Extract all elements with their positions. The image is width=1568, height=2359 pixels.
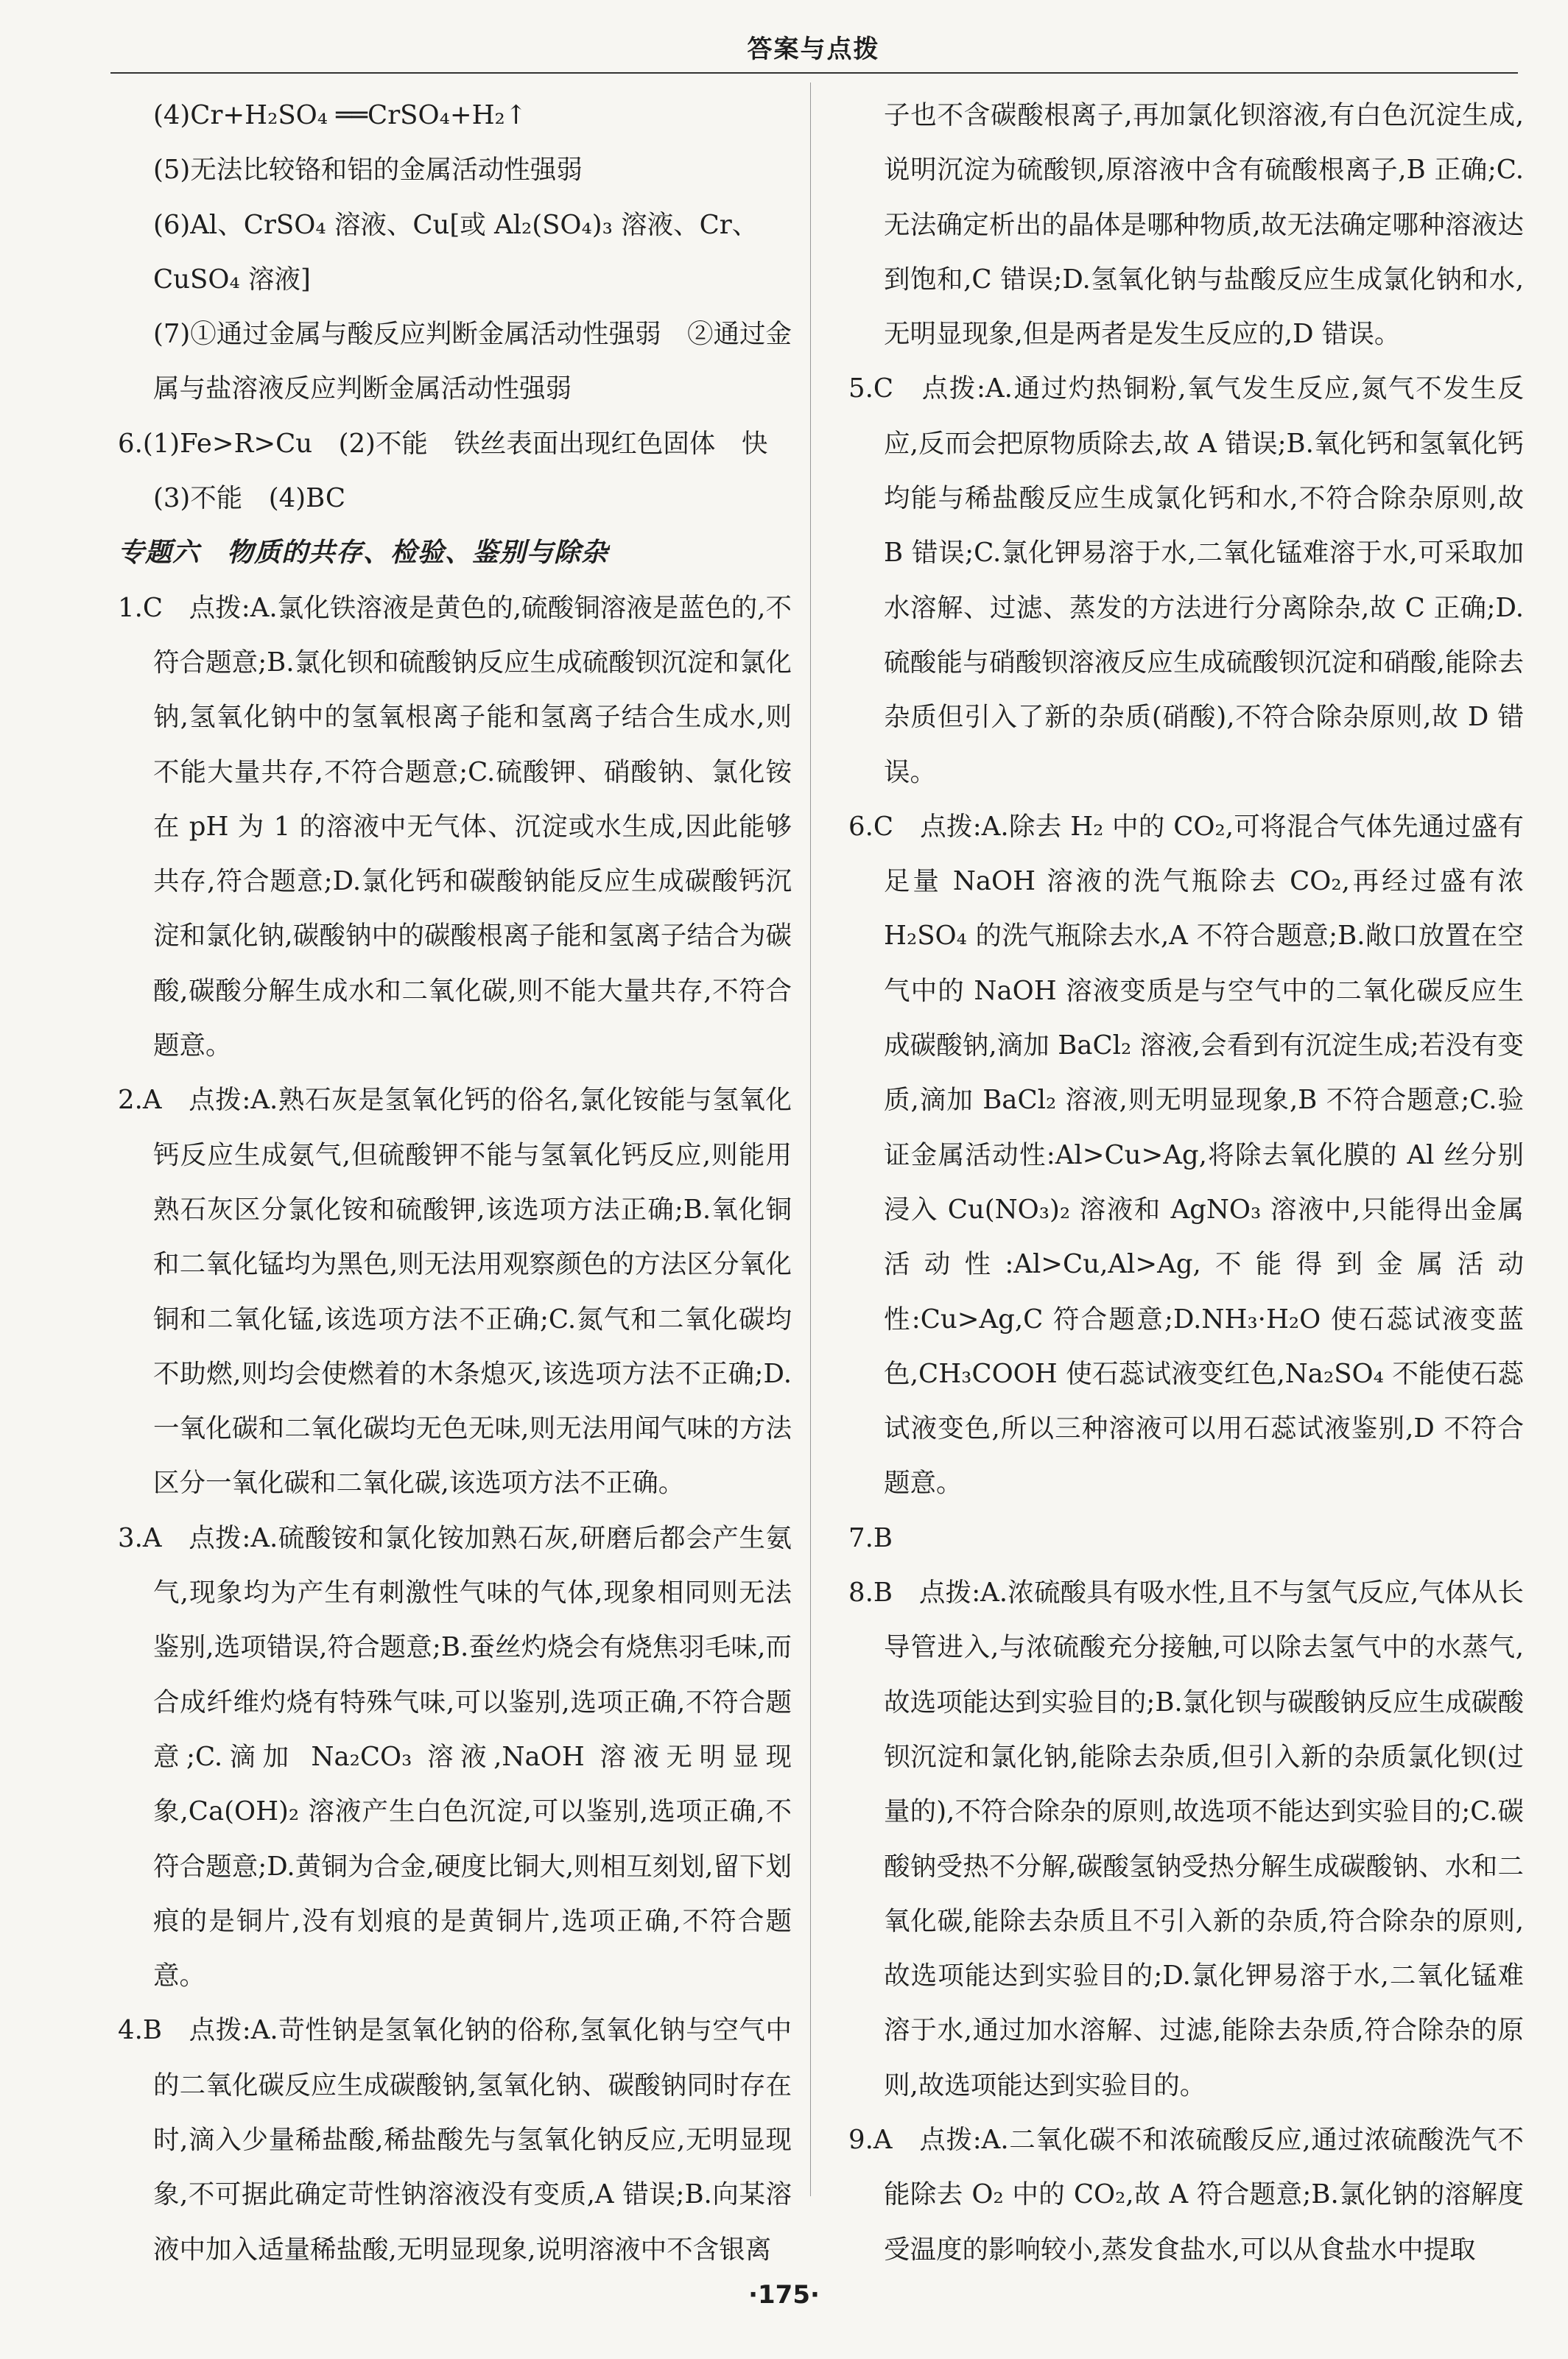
answer-q6-line1: 6.(1)Fe>R>Cu (2)不能 铁丝表面出现红色固体 快 <box>118 428 768 459</box>
answer-line-5: (5)无法比较铬和铝的金属活动性强弱 <box>153 155 583 186</box>
page-header-title: 答案与点拨 <box>747 35 880 64</box>
answer-line-6: (6)Al、CrSO₄ 溶液、Cu[或 Al₂(SO₄)₃ 溶液、Cr、CuSO₄ 溶液] <box>153 209 759 295</box>
section-title: 专题六 物质的共存、检验、鉴别与除杂 <box>118 538 609 569</box>
answer-item-8: 8.B 点拨:A.浓硫酸具有吸水性,且不与氢气反应,气体从长导管进入,与浓硫酸充分接触,可以除去氢气中的水蒸气,故选项能达到实验目的;B.氯化钡与碳酸钠反应生成碳酸钡沉淀和氯化钠,能除去杂质,但引入新的杂质氯化钡(过量的),不符合除杂的原则,故选项不能达到实验目的;C.碳酸钠受热不分解,碳酸氢钠受热分解生成碳酸钠、水和二氧化碳,能除去杂质且不引入新的杂质,符合除杂的原则,故选项能达到实验目的;D.氯化钾易溶于水,二氧化锰难溶于水,通过加水溶解、过滤,能除去杂质,符合除杂的原则,故选项能达到实验目的。 <box>848 1578 1524 2100</box>
header-rule <box>110 72 1518 74</box>
answer-line-4: (4)Cr+H₂SO₄ ══CrSO₄+H₂↑ <box>153 100 527 130</box>
answer-q6-line2: (3)不能 (4)BC <box>153 483 345 514</box>
left-column <box>118 88 792 2277</box>
column-divider <box>810 82 811 2196</box>
answer-item-4-continued: 子也不含碳酸根离子,再加氯化钡溶液,有白色沉淀生成,说明沉淀为硫酸钡,原溶液中含有硫酸根离子,B 正确;C.无法确定析出的晶体是哪种物质,故无法确定哪种溶液达到饱和,C 错误;D.氢氧化钠与盐酸反应生成氯化钠和水,无明显现象,但是两者是发生反应的,D 错误。 <box>884 100 1524 350</box>
answer-item-5: 5.C 点拨:A.通过灼热铜粉,氧气发生反应,氮气不发生反应,反而会把原物质除去,故 A 错误;B.氧化钙和氢氧化钙均能与稀盐酸反应生成氯化钙和水,不符合除杂原则,故 B 错误;C.氯化钾易溶于水,二氧化锰难溶于水,可采取加水溶解、过滤、蒸发的方法进行分离除杂,故 C 正确;D.硫酸能与硝酸钡溶液反应生成硫酸钡沉淀和硝酸,能除去杂质但引入了新的杂质(硝酸),不符合除杂原则,故 D 错误。 <box>848 373 1524 787</box>
answer-item-9: 9.A 点拨:A.二氧化碳不和浓硫酸反应,通过浓硫酸洗气不能除去 O₂ 中的 CO₂,故 A 符合题意;B.氯化钠的溶解度受温度的影响较小,蒸发食盐水,可以从食盐水中提取 <box>848 2124 1524 2265</box>
answer-item-7: 7.B <box>848 1522 893 1553</box>
answer-item-6: 6.C 点拨:A.除去 H₂ 中的 CO₂,可将混合气体先通过盛有足量 NaOH 溶液的洗气瓶除去 CO₂,再经过盛有浓 H₂SO₄ 的洗气瓶除去水,A 不符合题意;B.敞口放置在空气中的 NaOH 溶液变质是与空气中的二氧化碳反应生成碳酸钠,滴加 BaCl₂ 溶液,会看到有沉淀生成;若没有变质,滴加 BaCl₂ 溶液,则无明显现象,B 不符合题意;C.验证金属活动性:Al>Cu>Ag,将除去氧化膜的 Al 丝分别浸入 Cu(NO₃)₂ 溶液和 AgNO₃ 溶液中,只能得出金属活动性:Al>Cu,Al>Ag,不能得到金属活动性:Cu>Ag,C 符合题意;D.NH₃·H₂O 使石蕊试液变蓝色,CH₃COOH 使石蕊试液变红色,Na₂SO₄ 不能使石蕊试液变色,所以三种溶液可以用石蕊试液鉴别,D 不符合题意。 <box>848 811 1524 1499</box>
answer-item-3: 3.A 点拨:A.硫酸铵和氯化铵加熟石灰,研磨后都会产生氨气,现象均为产生有刺激性气味的气体,现象相同则无法鉴别,选项错误,符合题意;B.蚕丝灼烧会有烧焦羽毛味,而合成纤维灼烧有特殊气味,可以鉴别,选项正确,不符合题意;C.滴加 Na₂CO₃ 溶液,NaOH 溶液无明显现象,Ca(OH)₂ 溶液产生白色沉淀,可以鉴别,选项正确,不符合题意;D.黄铜为合金,硬度比铜大,则相互刻划,留下划痕的是铜片,没有划痕的是黄铜片,选项正确,不符合题意。 <box>118 1522 792 1991</box>
answer-item-2: 2.A 点拨:A.熟石灰是氢氧化钙的俗名,氯化铵能与氢氧化钙反应生成氨气,但硫酸钾不能与氢氧化钙反应,则能用熟石灰区分氯化铵和硫酸钾,该选项方法正确;B.氧化铜和二氧化锰均为黑色,则无法用观察颜色的方法区分氧化铜和二氧化锰,该选项方法不正确;C.氮气和二氧化碳均不助燃,则均会使燃着的木条熄灭,该选项方法不正确;D.一氧化碳和二氧化碳均无色无味,则无法用闻气味的方法区分一氧化碳和二氧化碳,该选项方法不正确。 <box>118 1085 792 1499</box>
answer-line-7: (7)①通过金属与酸反应判断金属活动性强弱 ②通过金属与盐溶液反应判断金属活动性强弱 <box>153 319 792 404</box>
page-number: ·175· <box>748 2280 820 2310</box>
answer-item-1: 1.C 点拨:A.氯化铁溶液是黄色的,硫酸铜溶液是蓝色的,不符合题意;B.氯化钡和硫酸钠反应生成硫酸钡沉淀和氯化钠,氢氧化钠中的氢氧根离子能和氢离子结合生成水,则不能大量共存,不符合题意;C.硫酸钾、硝酸钠、氯化铵在 pH 为 1 的溶液中无气体、沉淀或水生成,因此能够共存,符合题意;D.氯化钙和碳酸钠能反应生成碳酸钙沉淀和氯化钠,碳酸钠中的碳酸根离子能和氢离子结合为碳酸,碳酸分解生成水和二氧化碳,则不能大量共存,不符合题意。 <box>118 592 792 1061</box>
answer-item-4: 4.B 点拨:A.苛性钠是氢氧化钠的俗称,氢氧化钠与空气中的二氧化碳反应生成碳酸钠,氢氧化钠、碳酸钠同时存在时,滴入少量稀盐酸,稀盐酸先与氢氧化钠反应,无明显现象,不可据此确定苛性钠溶液没有变质,A 错误;B.向某溶液中加入适量稀盐酸,无明显现象,说明溶液中不含银离 <box>118 2015 792 2265</box>
right-column <box>848 88 1524 2277</box>
